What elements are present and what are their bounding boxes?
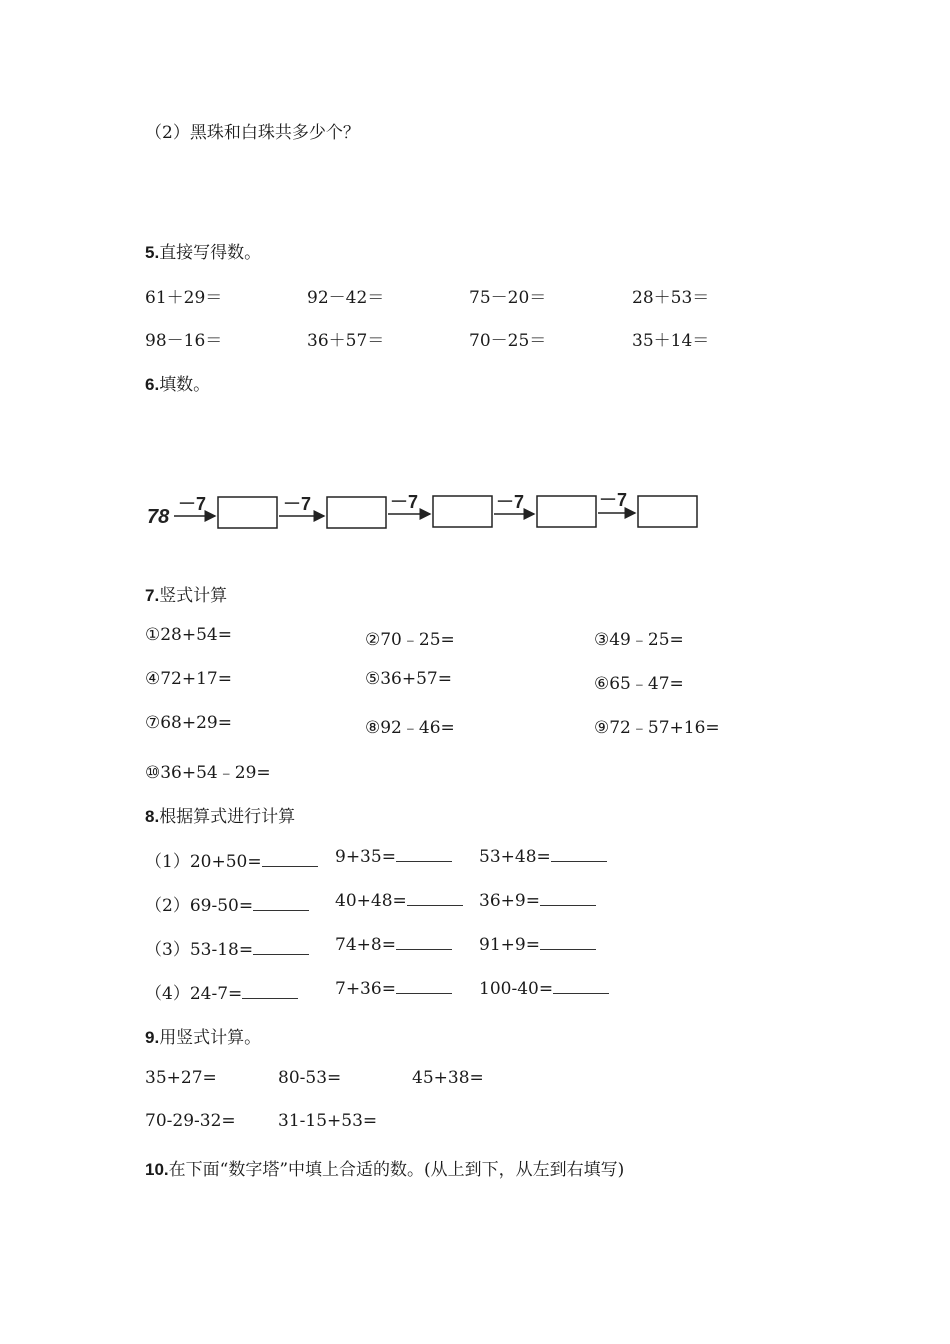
q7-problem: ③49﹣25= <box>594 630 684 650</box>
question-title: 填数。 <box>159 375 211 395</box>
answer-blank[interactable] <box>262 852 318 867</box>
q9-problem: 80-53= <box>278 1068 342 1088</box>
q8-problem: 53+48= <box>479 847 607 867</box>
question-number: 5. <box>145 243 160 262</box>
question-title: 在下面“数字塔”中填上合适的数。(从上到下，从左到右填写) <box>168 1160 625 1180</box>
q8-problem: 9+35= <box>335 847 452 867</box>
answer-blank[interactable] <box>540 891 596 906</box>
q7-problem: ⑧92﹣46= <box>365 718 455 738</box>
question-7-heading <box>145 581 227 606</box>
answer-box[interactable] <box>327 497 386 528</box>
q5-problem: 92－42＝ <box>307 288 385 308</box>
question-8-heading <box>145 802 295 827</box>
q8-problem: 74+8= <box>335 935 452 955</box>
question-9-heading <box>145 1023 261 1048</box>
answer-box[interactable] <box>433 496 492 527</box>
q8-problem: （1）20+50= <box>145 847 318 872</box>
q7-problem: ①28+54= <box>145 625 232 645</box>
q7-problem: ⑩36+54﹣29= <box>145 763 271 783</box>
q5-problem: 61＋29＝ <box>145 288 223 308</box>
question-title: 竖式计算 <box>159 586 228 606</box>
q9-problem: 45+38= <box>412 1068 484 1088</box>
question-number: 6. <box>145 375 160 394</box>
start-number: 78 <box>147 506 170 528</box>
answer-blank[interactable] <box>540 935 596 950</box>
q9-problem: 31-15+53= <box>278 1111 378 1131</box>
answer-box[interactable] <box>638 496 697 527</box>
question-number: 8. <box>145 807 160 826</box>
answer-blank[interactable] <box>242 984 298 999</box>
operation-label: －7 <box>599 490 628 510</box>
q5-problem: 35＋14＝ <box>632 331 710 351</box>
answer-blank[interactable] <box>396 935 452 950</box>
q7-problem: ⑥65﹣47= <box>594 674 684 694</box>
subtraction-chain-diagram <box>140 485 710 535</box>
q8-problem: 36+9= <box>479 891 596 911</box>
q7-problem: ⑦68+29= <box>145 713 232 733</box>
answer-blank[interactable] <box>253 896 309 911</box>
q8-problem: （4）24-7= <box>145 979 298 1004</box>
q8-problem: 7+36= <box>335 979 452 999</box>
question-6-heading <box>145 370 210 395</box>
question-10-heading <box>145 1155 624 1180</box>
q8-problem: 40+48= <box>335 891 463 911</box>
q9-problem: 70-29-32= <box>145 1111 236 1131</box>
q5-problem: 70－25＝ <box>469 331 547 351</box>
question-title: 直接写得数。 <box>159 243 262 263</box>
question-number: 10. <box>145 1160 169 1179</box>
answer-blank[interactable] <box>407 891 463 906</box>
q5-problem: 98－16＝ <box>145 331 223 351</box>
question-5-heading <box>145 238 261 263</box>
answer-box[interactable] <box>537 496 596 527</box>
operation-label: －7 <box>390 492 419 512</box>
answer-blank[interactable] <box>551 847 607 862</box>
q5-problem: 36＋57＝ <box>307 331 385 351</box>
answer-blank[interactable] <box>396 979 452 994</box>
operation-label: －7 <box>283 494 312 514</box>
answer-blank[interactable] <box>396 847 452 862</box>
operation-label: －7 <box>496 492 525 512</box>
q8-problem: 91+9= <box>479 935 596 955</box>
q5-problem: 28＋53＝ <box>632 288 710 308</box>
subquestion-2: （2）黑珠和白珠共多少个？ <box>145 123 360 143</box>
question-number: 9. <box>145 1028 160 1047</box>
q8-problem: （3）53-18= <box>145 935 309 960</box>
q5-problem: 75－20＝ <box>469 288 547 308</box>
answer-box[interactable] <box>218 497 277 528</box>
question-title: 用竖式计算。 <box>159 1028 262 1048</box>
q7-problem: ⑨72﹣57+16= <box>594 718 720 738</box>
q8-problem: 100-40= <box>479 979 609 999</box>
question-title: 根据算式进行计算 <box>159 807 296 827</box>
q7-problem: ②70﹣25= <box>365 630 455 650</box>
answer-blank[interactable] <box>553 979 609 994</box>
answer-blank[interactable] <box>253 940 309 955</box>
q8-problem: （2）69-50= <box>145 891 309 916</box>
operation-label: －7 <box>178 494 207 514</box>
q7-problem: ④72+17= <box>145 669 232 689</box>
question-number: 7. <box>145 586 160 605</box>
q7-problem: ⑤36+57= <box>365 669 452 689</box>
q9-problem: 35+27= <box>145 1068 217 1088</box>
